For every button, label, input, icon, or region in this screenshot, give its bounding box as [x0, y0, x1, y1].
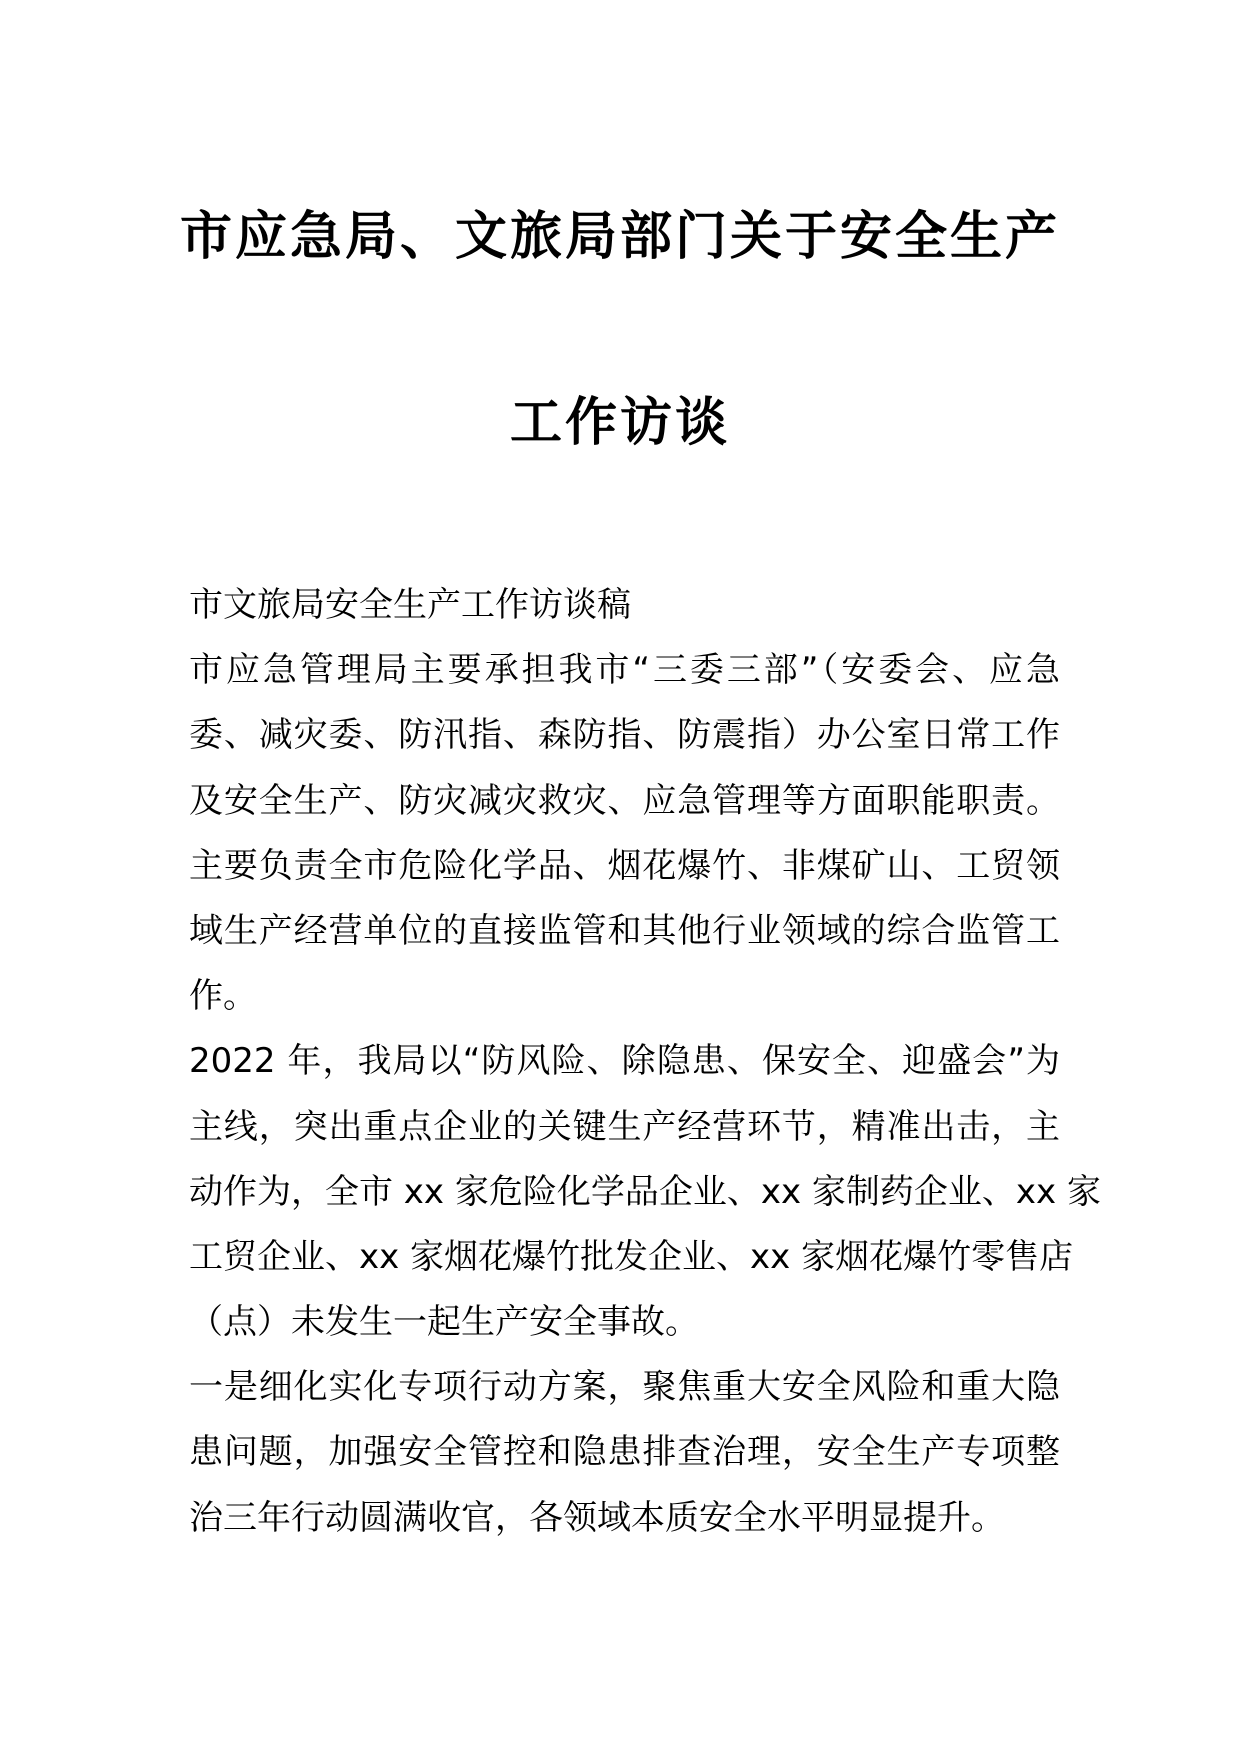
- text-line: 及安全生产、防灾减灾救灾、应急管理等方面职能职责。: [189, 780, 1060, 821]
- text-line: 域生产经营单位的直接监管和其他行业领域的综合监管工: [189, 910, 1060, 951]
- text-line: （点）未发生一起生产安全事故。: [189, 1302, 699, 1343]
- text-line: 主线，突出重点企业的关键生产经营环节，精准出击，主: [189, 1106, 1060, 1147]
- text-line: 患问题，加强安全管控和隐患排查治理，安全生产专项整: [189, 1432, 1060, 1473]
- text-line: 2022 年，我局以“防风险、除隐患、保安全、迎盛会”为: [189, 1041, 1060, 1082]
- text-line: 市应急管理局主要承担我市“三委三部”（安委会、应急: [189, 650, 1060, 691]
- text-line: 一是细化实化专项行动方案，聚焦重大安全风险和重大隐: [189, 1367, 1060, 1408]
- text-line: 工贸企业、xx 家烟花爆竹批发企业、xx 家烟花爆竹零售店: [189, 1236, 1074, 1277]
- text-line: 动作为，全市 xx 家危险化学品企业、xx 家制药企业、xx 家: [189, 1171, 1101, 1212]
- text-line: 市文旅局安全生产工作访谈稿: [189, 585, 631, 625]
- text-line: 主要负责全市危险化学品、烟花爆竹、非煤矿山、工贸领: [189, 845, 1060, 886]
- paragraph: [189, 573, 1060, 638]
- document-title-line-1: 市应急局、文旅局部门关于安全生产: [179, 207, 1060, 267]
- paragraph: [189, 1029, 1101, 1355]
- document-body: [189, 573, 1101, 1551]
- document-title-line-2: 工作访谈: [509, 393, 730, 453]
- text-line: 委、减灾委、防汛指、森防指、防震指）办公室日常工作: [189, 715, 1060, 756]
- text-line: 治三年行动圆满收官，各领域本质安全水平明显提升。: [189, 1497, 1005, 1538]
- paragraph: [189, 1355, 1060, 1551]
- text-line: 作。: [189, 976, 257, 1017]
- paragraph: [189, 638, 1060, 1029]
